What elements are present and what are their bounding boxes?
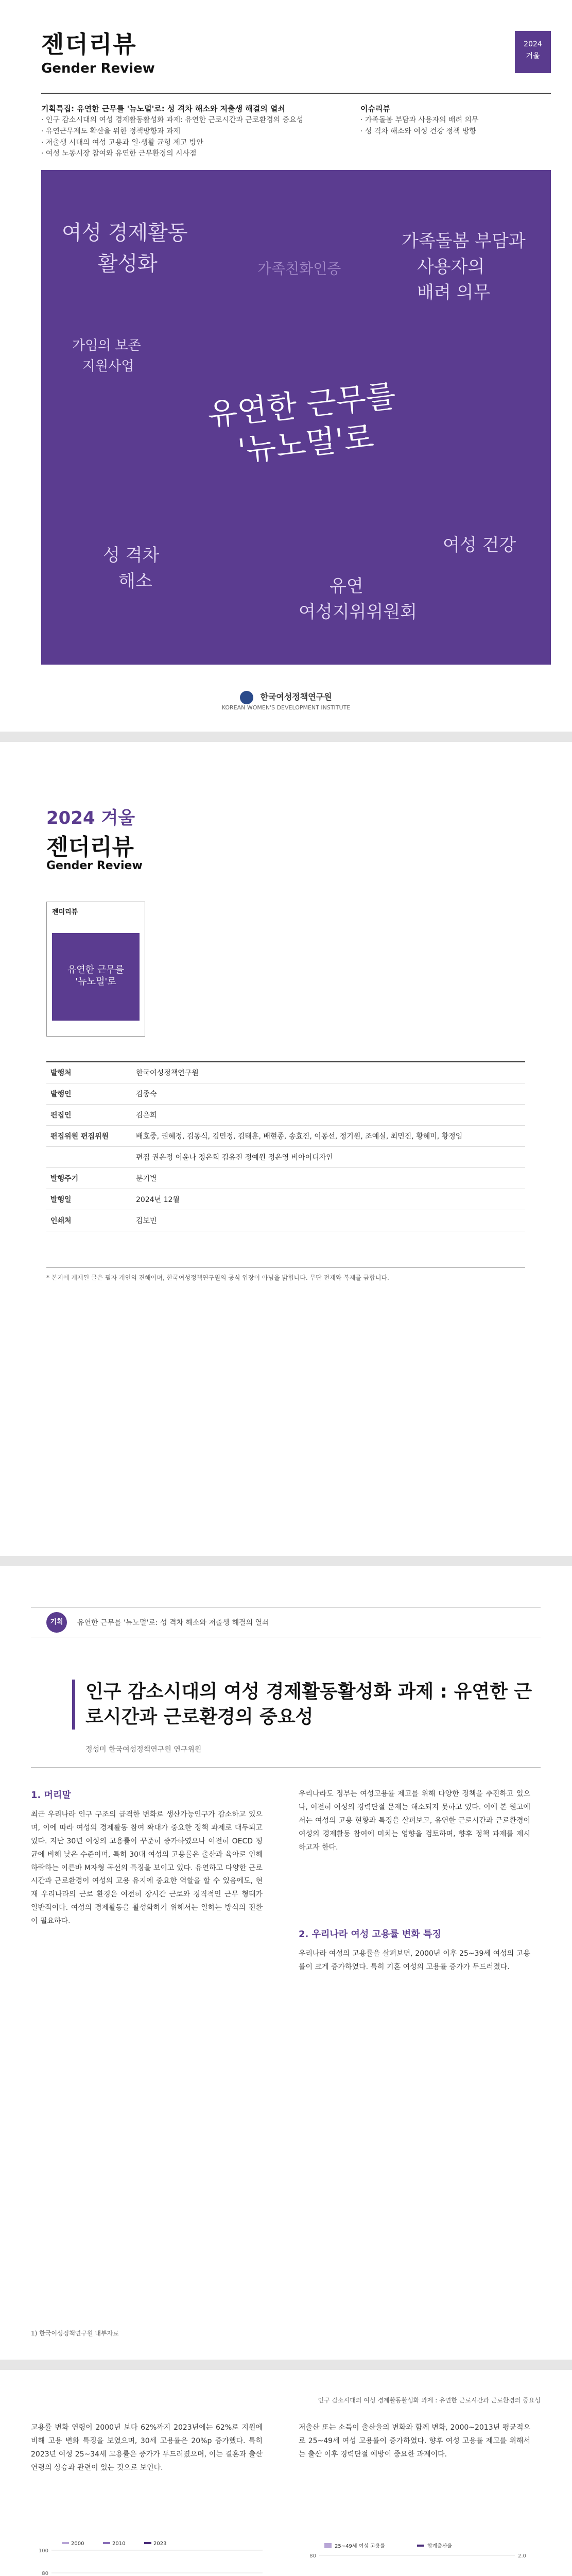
cover-main-line: '뉴노멀'로 — [236, 419, 376, 469]
issue-season: 겨울 — [526, 52, 540, 60]
topic-item: · 여성 노동시장 참여와 유연한 근무환경의 시사점 — [41, 149, 197, 158]
y-tick-label: 80 — [309, 2553, 316, 2559]
row-value: 한국여성정책연구원 — [132, 1062, 525, 1083]
y-tick-label: 80 — [42, 2571, 48, 2576]
article-page-2 — [0, 2370, 572, 2576]
legend-swatch — [144, 2542, 151, 2544]
issue-year: 2024 — [524, 40, 542, 48]
publisher-name-en: KOREAN WOMEN'S DEVELOPMENT INSTITUTE — [221, 704, 351, 711]
cover-main-title — [192, 375, 415, 474]
body-text: 우리나라도 정부는 여성고용률 제고를 위해 다양한 정책을 추진하고 있으나, 여전히 여성의 경력단절 문제는 해소되지 못하고 있다. 이에 본 원고에서는 여성의 고용 현황과 특징을 살펴보고, 유연한 근로시간과 근로환경이 여성의 경제활동 참여에 미치는 영향을 검토하며, 향후 정책 과제를 제시하고자 한다. — [299, 1790, 530, 1852]
body-text: 최근 우리나라 인구 구조의 급격한 변화로 생산가능인구가 감소하고 있으며, 이에 따라 여성의 경제활동 참여 확대가 중요한 정책 과제로 대두되고 있다. 지난 30년 여성의 고용률이 꾸준히 증가하였으나 여전히 OECD 평균에 비해 낮은 수준이며, 특히 30대 여성의 고용률은 출산과 육아로 인해 하락하는 이른바 M자형 곡선의 특징을 보이고 있다. 유연하고 다양한 근로시간과 근로환경이 여성의 고용 유지에 중요한 역할을 할 수 있음에도, 현재 우리나라의 근로 환경은 여전히 장시간 근로와 경직적인 근무 형태가 일반적이다. 여성의 경제활동을 활성화하기 위해서는 일하는 방식의 전환이 필요하다. — [31, 1810, 263, 1926]
topic-item: · 성 격차 해소와 여성 건강 정책 방향 — [360, 127, 476, 135]
topic-item: · 유연근무제도 확산을 위한 정책방향과 과제 — [41, 127, 181, 135]
table-row — [46, 1083, 525, 1105]
cover-word: 여성지위위원회 — [299, 602, 417, 622]
legend-label: 25~49세 여성 고용률 — [335, 2544, 386, 2549]
row-key: 편집위원 편집위원 — [46, 1126, 132, 1147]
footnote: 1) 한국여성정책연구원 내부자료 — [31, 2330, 119, 2337]
legend-label: 2000 — [71, 2541, 84, 2547]
cover-word: 사용자의 — [417, 257, 485, 277]
cover-word: 여성 건강 — [443, 535, 516, 555]
row-value: 분기별 — [132, 1168, 525, 1189]
thumbnail-line: 유연한 근무를 — [67, 964, 125, 975]
divider — [41, 93, 551, 94]
cover-word: 가임의 보존 — [72, 338, 141, 353]
body-text: 고용률 변화 연령이 2000년 보다 62%까지 2023년에는 62%로 지원에 비해 고용 변화 특징을 보였으며, 30세 고용률은 20%p 증가했다. 특히 2023년 여성 25~34세 고용률은 증가가 두드러졌으며, 이는 결혼과 출산 연령의 상승과 관련이 있는 것으로 보인다. — [31, 2424, 263, 2472]
row-value: 김보민 — [132, 1210, 525, 1231]
thumbnail-title: 젠더리뷰 — [52, 908, 78, 916]
legend-swatch — [103, 2542, 110, 2544]
row-key: 발행주기 — [46, 1168, 132, 1189]
topic-item: · 인구 감소시대의 여성 경제활동활성화 과제: 유연한 근로시간과 근로환경의 중요성 — [41, 116, 304, 125]
row-key: 인쇄처 — [46, 1210, 132, 1231]
cover-word: 가족돌봄 부담과 — [402, 231, 526, 251]
article-author: 정성미 한국여성정책연구원 연구위원 — [85, 1745, 202, 1754]
body-text: 우리나라 여성의 고용률을 살펴보면, 2000년 이후 25~39세 여성의 고용률이 크게 증가하였다. 특히 기혼 여성의 고용률 증가가 두드러졌다. — [299, 1950, 530, 1971]
row-value: 김종숙 — [132, 1083, 525, 1105]
row-key: 발행처 — [46, 1062, 132, 1083]
legend-swatch — [324, 2543, 332, 2548]
cover-page — [0, 0, 572, 732]
row-key — [46, 1147, 132, 1168]
cover-word: 해소 — [118, 571, 152, 591]
cover-word: 가족친화인증 — [257, 260, 341, 277]
topics-issue — [360, 103, 551, 138]
brand-title-en: Gender Review — [41, 61, 155, 76]
row-value: 편집 권은정 이윤나 정은희 김유진 정예원 정은영 비아이디자인 — [132, 1147, 525, 1168]
publisher-name: 한국여성정책연구원 — [260, 692, 332, 702]
table-row — [46, 1105, 525, 1126]
institute-logo-icon — [240, 691, 253, 704]
legend-label: 2023 — [153, 2541, 167, 2547]
figure-2-line-chart — [299, 2540, 535, 2576]
table-row — [46, 1126, 525, 1147]
divider — [31, 1767, 541, 1768]
row-key: 편집인 — [46, 1105, 132, 1126]
section-bar — [31, 1607, 541, 1637]
section-badge: 기획 — [46, 1612, 67, 1633]
table-row — [46, 1062, 525, 1083]
brand-title-kr: 젠더리뷰 — [46, 834, 134, 860]
row-value: 2024년 12월 — [132, 1189, 525, 1210]
legend-label: 합계출산율 — [427, 2544, 453, 2549]
legend-swatch — [417, 2545, 424, 2547]
row-key: 발행일 — [46, 1189, 132, 1210]
topic-head: 이슈리뷰 — [360, 104, 390, 113]
disclaimer: * 본지에 게재된 글은 필자 개인의 견해이며, 한국여성정책연구원의 공식 입장이 아님을 밝힙니다. 무단 전재와 복제를 금합니다. — [46, 1267, 525, 1282]
colophon-page — [0, 742, 572, 1556]
cover-word: 여성 경제활동 — [62, 221, 188, 245]
section-heading: 1. 머리말 — [31, 1790, 71, 1801]
row-value: 배호중, 권혜정, 김동식, 김민정, 김태훈, 배현종, 송효진, 이동선, 정기원, 조예실, 최민진, 황혜미, 황정임 — [132, 1126, 525, 1147]
section-heading: 2. 우리나라 여성 고용률 변화 특징 — [299, 1929, 441, 1940]
y2-tick-label: 2.0 — [518, 2553, 526, 2559]
legend-label: 2010 — [112, 2541, 126, 2547]
brand-title-en: Gender Review — [46, 859, 143, 872]
legend-swatch — [62, 2542, 69, 2544]
brand-title-kr: 젠더리뷰 — [41, 30, 137, 58]
section-bar-text: 유연한 근무를 '뉴노멀'로: 성 격차 해소와 저출생 해결의 열쇠 — [77, 1619, 269, 1627]
cover-main-line: 유연한 근무를 — [205, 378, 398, 434]
publisher — [0, 690, 572, 711]
topics-feature — [41, 103, 335, 160]
table-row — [46, 1189, 525, 1210]
table-row — [46, 1168, 525, 1189]
table-row — [46, 1210, 525, 1231]
body-text: 저출산 또는 소득이 출산율의 변화와 함께 변화, 2000~2013년 평균적으로 25~49세 여성 고용률이 증가하였다. 향후 여성 고용률 제고를 위해서는 출산 이후 경력단절 예방이 중요한 과제이다. — [299, 2424, 530, 2459]
article-page-1 — [0, 1566, 572, 2360]
cover-word: 성 격차 — [103, 545, 160, 566]
thumbnail-art — [52, 933, 140, 1021]
row-key: 발행인 — [46, 1083, 132, 1105]
cover-word: 배려 의무 — [417, 282, 491, 303]
article-title: 인구 감소시대의 여성 경제활동활성화 과제 : 유연한 근로시간과 근로환경의 중요성 — [72, 1680, 549, 1730]
thumbnail-line: '뉴노멀'로 — [75, 976, 116, 988]
cover-thumbnail — [46, 902, 145, 1037]
cover-word: 유연 — [330, 576, 363, 597]
y-tick-label: 100 — [38, 2548, 48, 2554]
table-row — [46, 1147, 525, 1168]
row-value: 김은희 — [132, 1105, 525, 1126]
topic-head: 기획특집: 유연한 근무를 '뉴노멀'로: 성 격차 해소와 저출생 해결의 열쇠 — [41, 104, 285, 113]
cover-art — [41, 170, 551, 665]
colophon-table — [46, 1061, 525, 1231]
cover-word: 지원사업 — [82, 359, 134, 374]
cover-word: 활성화 — [98, 252, 158, 276]
topic-item: · 가족돌봄 부담과 사용자의 배려 의무 — [360, 116, 479, 125]
figure-1-line-chart — [31, 2540, 268, 2576]
running-head: 인구 감소시대의 여성 경제활동활성화 과제 : 유연한 근로시간과 근로환경의 중요성 — [318, 2397, 541, 2404]
issue-badge — [515, 31, 551, 73]
topic-item: · 저출생 시대의 여성 고용과 일·생활 균형 제고 방안 — [41, 138, 203, 147]
brand-logo — [41, 26, 155, 76]
issue-label: 2024 겨울 — [46, 808, 135, 828]
